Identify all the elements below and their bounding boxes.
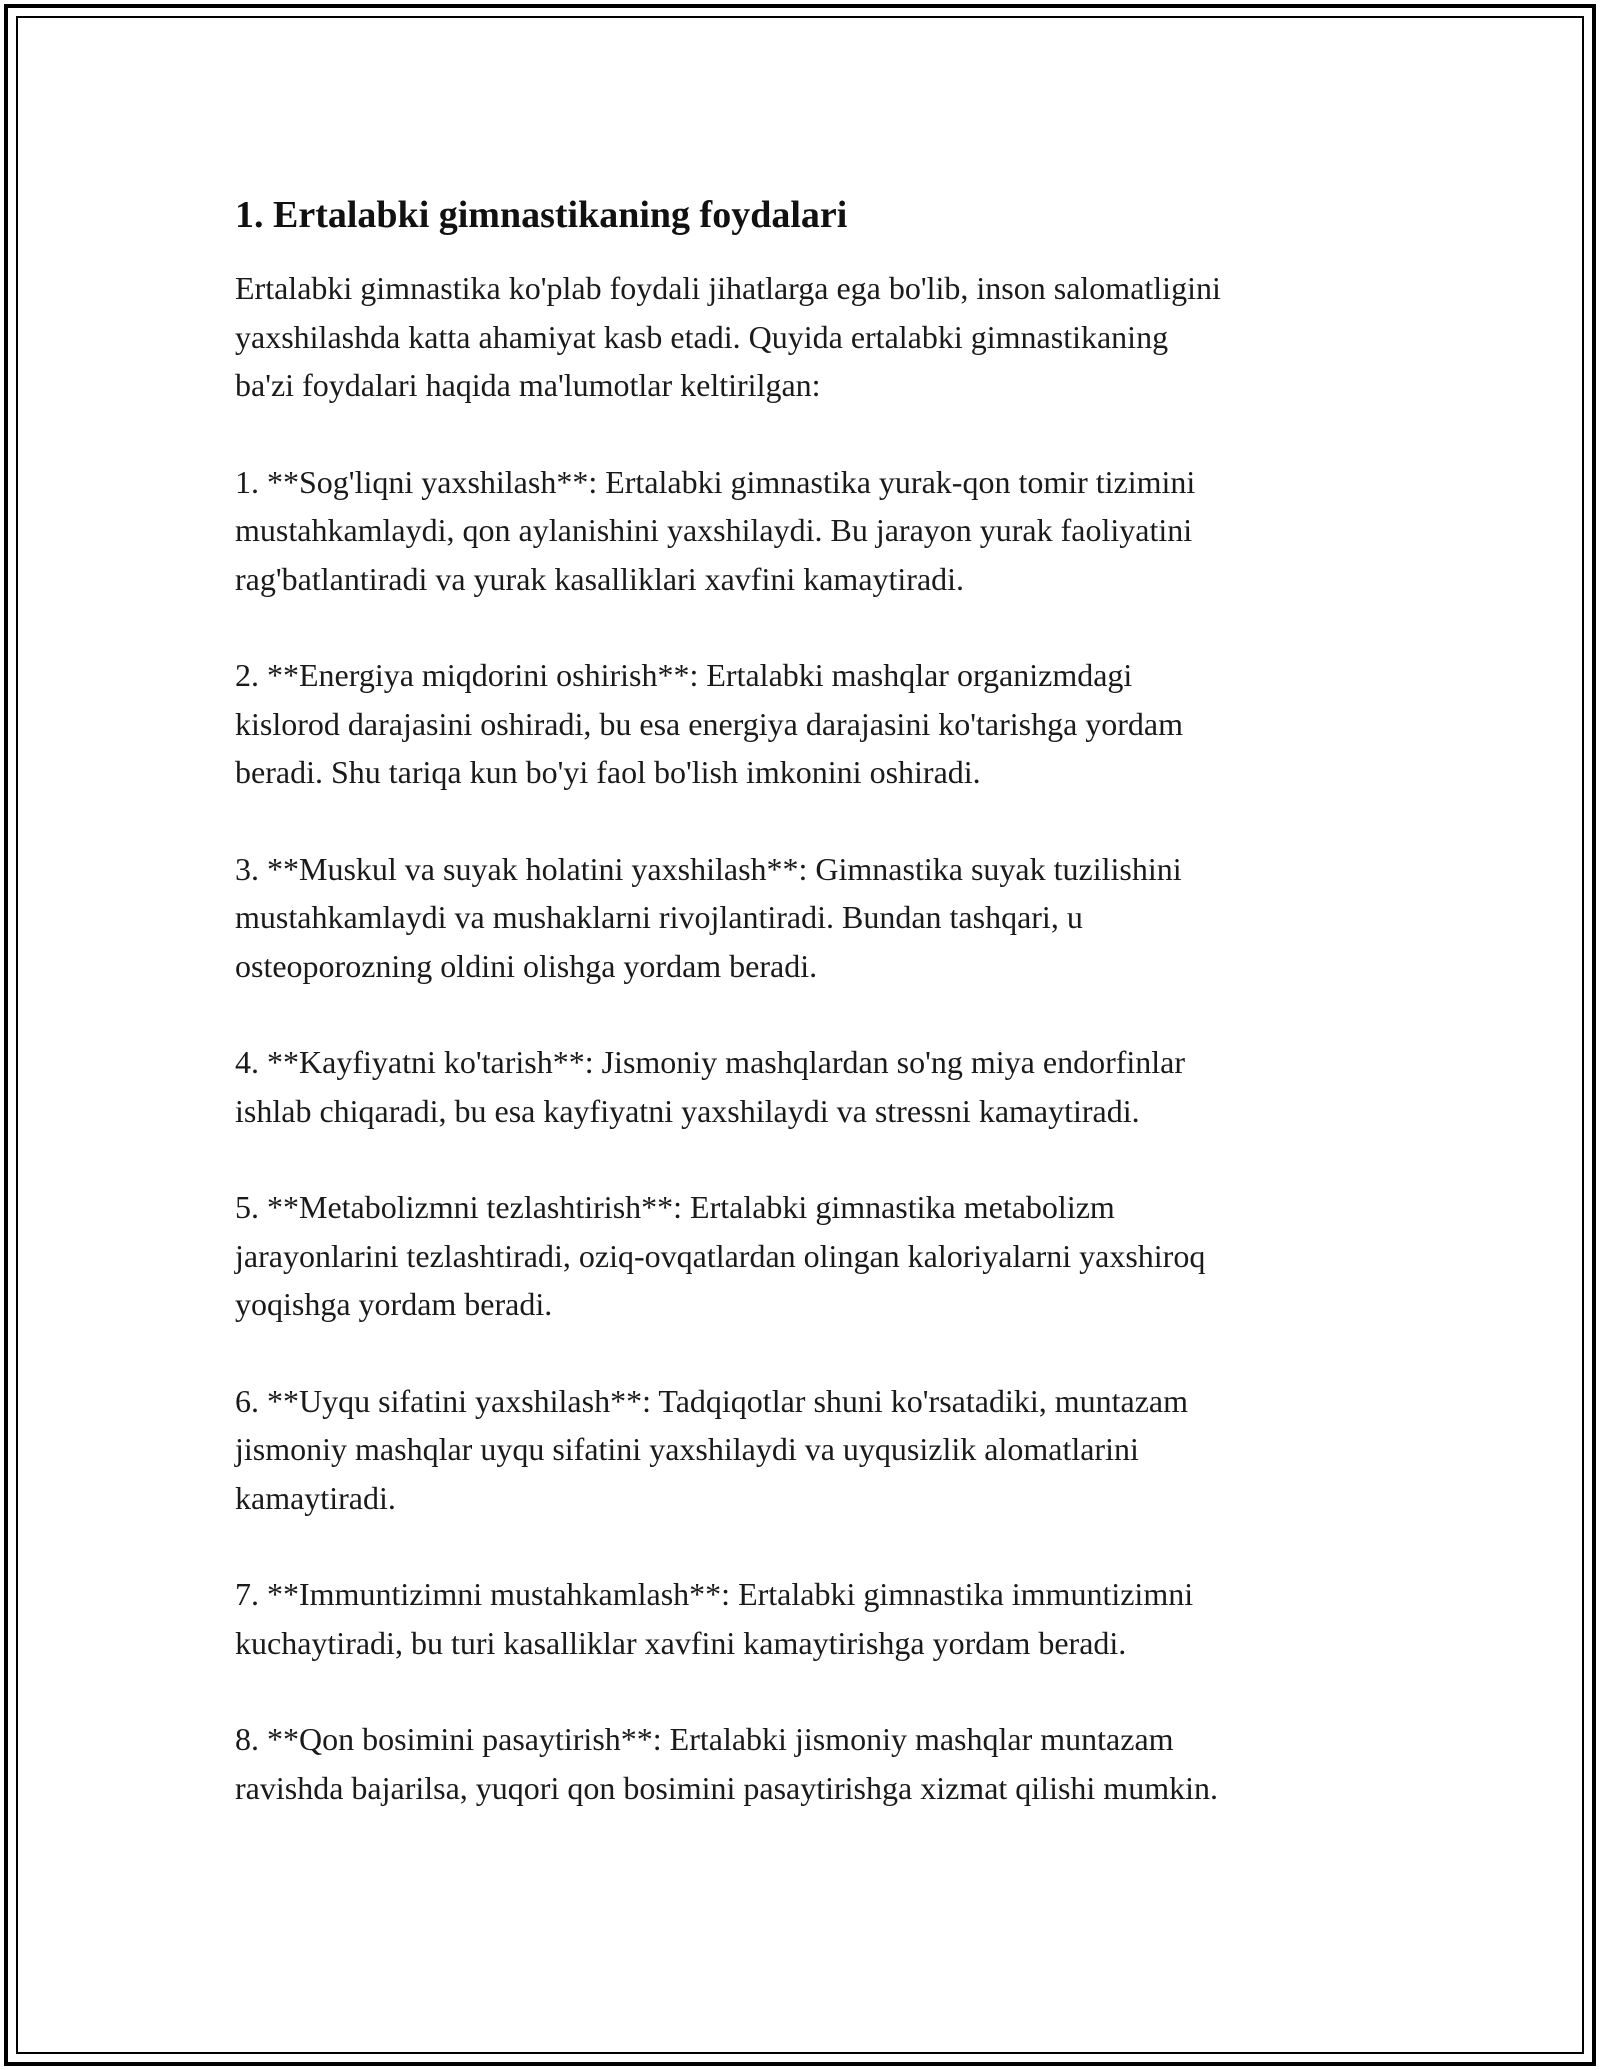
list-item: 3. **Muskul va suyak holatini yaxshilash**: Gimnastika suyak tuzilishini mustahkamlaydi va mushaklarni rivojlantiradi. Bundan tashqari, u osteoporozning oldini olishga yordam beradi. (235, 850, 1182, 984)
list-item: 5. **Metabolizmni tezlashtirish**: Ertalabki gimnastika metabolizm jarayonlarini tezlashtiradi, oziq-ovqatlardan olingan kaloriyalarni yaxshiroq yoqishga yordam beradi. (235, 1189, 1206, 1322)
intro-paragraph: Ertalabki gimnastika ko'plab foydali jihatlarga ega bo'lib, inson salomatligini yaxshilashda katta ahamiyat kasb etadi. Quyida ertalabki gimnastikaning ba'zi foydalari haqida ma'lumotlar keltirilgan: (235, 270, 1221, 403)
document-body (235, 188, 1385, 1812)
list-item: 7. **Immuntizimni mustahkamlash**: Ertalabki gimnastika immuntizimni kuchaytiradi, bu turi kasalliklar xavfini kamaytirishga yordam beradi. (235, 1576, 1194, 1661)
list-item: 6. **Uyqu sifatini yaxshilash**: Tadqiqotlar shuni ko'rsatadiki, muntazam jismoniy mashqlar uyqu sifatini yaxshilaydi va uyqusizlik alomatlarini kamaytiradi. (235, 1382, 1189, 1516)
list-item: 4. **Kayfiyatni ko'tarish**: Jismoniy mashqlardan so'ng miya endorfinlar ishlab chiqaradi, bu esa kayfiyatni yaxshilaydi va stressni kamaytiradi. (235, 1044, 1186, 1129)
list-item: 2. **Energiya miqdorini oshirish**: Ertalabki mashqlar organizmdagi kislorod darajasini oshiradi, bu esa energiya darajasini ko'tarishga yordam beradi. Shu tariqa kun bo'yi faol bo'lish imkonini oshiradi. (235, 657, 1184, 790)
list-item: 1. **Sog'liqni yaxshilash**: Ertalabki gimnastika yurak-qon tomir tizimini mustahkamlaydi, qon aylanishini yaxshilaydi. Bu jarayon yurak faoliyatini rag'batlantiradi va yurak kasalliklari xavfini kamaytiradi. (235, 463, 1196, 597)
list-item: 8. **Qon bosimini pasaytirish**: Ertalabki jismoniy mashqlar muntazam ravishda bajarilsa, yuqori qon bosimini pasaytirishga xizmat qilishi mumkin. (235, 1721, 1218, 1806)
section-heading: 1. Ertalabki gimnastikaning foydalari (235, 194, 848, 236)
benefits-list (235, 458, 1385, 1813)
